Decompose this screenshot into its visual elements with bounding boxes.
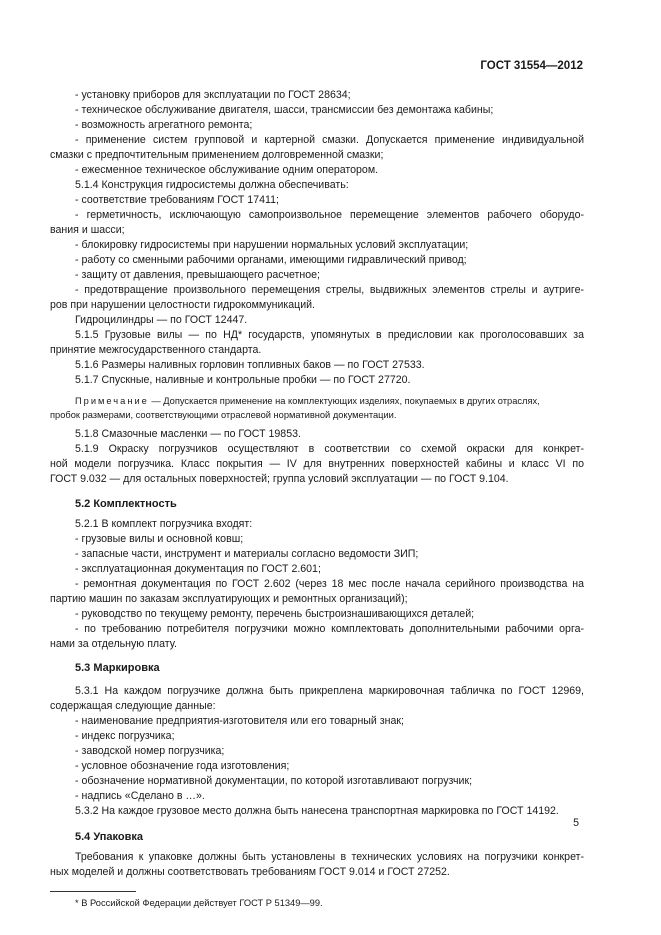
text-line: ных моделей и должны соответствовать требованиям ГОСТ 9.014 и ГОСТ 27252. [50,866,450,878]
list-item: - ремонтная документация по ГОСТ 2.602 (через 18 мес после начала серийного производства на [75,578,584,590]
page-number: 5 [573,817,579,829]
text-line: ной модели погрузчика. Класс покрытия — IV для внутренних поверхностей кабины и класс VI по [50,458,584,470]
list-item: - эксплуатационная документация по ГОСТ 2.601; [75,563,321,575]
footnote-divider [50,891,136,892]
clause-5-1-8: 5.1.8 Смазочные масленки — по ГОСТ 19853. [75,428,301,440]
clause-5-1-9: 5.1.9 Окраску погрузчиков осуществляют в соответствии со схемой окраски для конкрет- [75,443,584,455]
list-item: - работу со сменными рабочими органами, имеющими гидравлический привод; [75,254,467,266]
list-item: - ежесменное техническое обслуживание одним оператором. [75,164,379,176]
clause-5-1-5: 5.1.5 Грузовые вилы — по НД* государств, упомянутых в предисловии как проголосовавших за [75,329,584,341]
page-body [50,88,584,910]
clause-5-3-2: 5.3.2 На каждое грузовое место должна быть нанесена транспортная маркировка по ГОСТ 14192. [75,805,559,817]
text-line: смазки с предпочтительным применением долговременной смазки; [50,149,384,161]
clause-5-1-7: 5.1.7 Спускные, наливные и контрольные пробки — по ГОСТ 27720. [75,374,411,386]
section-heading-5-2: 5.2 Комплектность [75,498,177,510]
list-item: - индекс погрузчика; [75,730,175,742]
list-item: - возможность агрегатного ремонта; [75,119,253,131]
section-heading-5-4: 5.4 Упаковка [75,831,143,843]
list-item: - надпись «Сделано в …». [75,790,205,802]
text-line: ров при нарушении целостности гидрокоммуникаций. [50,299,316,311]
section-heading-5-3: 5.3 Маркировка [75,662,160,674]
clause-5-3-1: 5.3.1 На каждом погрузчике должна быть прикреплена маркировочная табличка по ГОСТ 12969, [75,685,584,697]
list-item: - заводской номер погрузчика; [75,745,225,757]
list-item: - обозначение нормативной документации, по которой изготавливают погрузчик; [75,775,473,787]
footnote: * В Российской Федерации действует ГОСТ Р 51349—99. [75,898,323,908]
text-line: Гидроцилиндры — по ГОСТ 12447. [75,314,248,326]
document-header: ГОСТ 31554—2012 [480,60,583,72]
list-item: - блокировку гидросистемы при нарушении нормальных условий эксплуатации; [75,239,469,251]
list-item: - запасные части, инструмент и материалы согласно ведомости ЗИП; [75,548,419,560]
list-item: - соответствие требованиям ГОСТ 17411; [75,194,279,206]
text-line: содержащая следующие данные: [50,700,216,712]
list-item: - грузовые вилы и основной ковш; [75,533,244,545]
list-item: - герметичность, исключающую самопроизвольное перемещение элементов рабочего оборудо- [75,209,584,221]
text-line: партию машин по заказам эксплуатирующих и ремонтных организаций); [50,593,408,605]
list-item: - условное обозначение года изготовления; [75,760,290,772]
list-item: - применение систем групповой и картерной смазки. Допускается применение индивидуальной [75,134,584,146]
clause-5-1-4: 5.1.4 Конструкция гидросистемы должна обеспечивать: [75,179,349,191]
paragraph: Требования к упаковке должны быть установлены в технических условиях на погрузчики конкрет- [75,851,584,863]
text-line: ГОСТ 9.032 — для остальных поверхностей; группа условий эксплуатации — по ГОСТ 9.104. [50,473,509,485]
list-item: - техническое обслуживание двигателя, шасси, трансмиссии без демонтажа кабины; [75,104,494,116]
text-line: принятие межгосударственного стандарта. [50,344,262,356]
list-item: - по требованию потребителя погрузчики можно комплектовать дополнительными рабочими орга- [75,623,584,635]
note-continuation: пробок размерами, соответствующими отраслевой нормативной документации. [50,410,397,420]
clause-5-1-6: 5.1.6 Размеры наливных горловин топливных баков — по ГОСТ 27533. [75,359,425,371]
list-item: - наименование предприятия-изготовителя или его товарный знак; [75,715,404,727]
note-label: Примечание [75,396,149,406]
list-item: - руководство по текущему ремонту, перечень быстроизнашивающихся деталей; [75,608,475,620]
note-text: — Допускается применение на комплектующих изделиях, покупаемых в других отраслях, [148,396,540,406]
note [50,394,584,408]
list-item: - установку приборов для эксплуатации по ГОСТ 28634; [75,89,351,101]
list-item: - предотвращение произвольного перемещения стрелы, выдвижных элементов стрелы и аутриге- [75,284,584,296]
text-line: нами за отдельную плату. [50,638,177,650]
list-item: - защиту от давления, превышающего расчетное; [75,269,320,281]
text-line: вания и шасси; [50,224,125,236]
clause-5-2-1: 5.2.1 В комплект погрузчика входят: [75,518,253,530]
